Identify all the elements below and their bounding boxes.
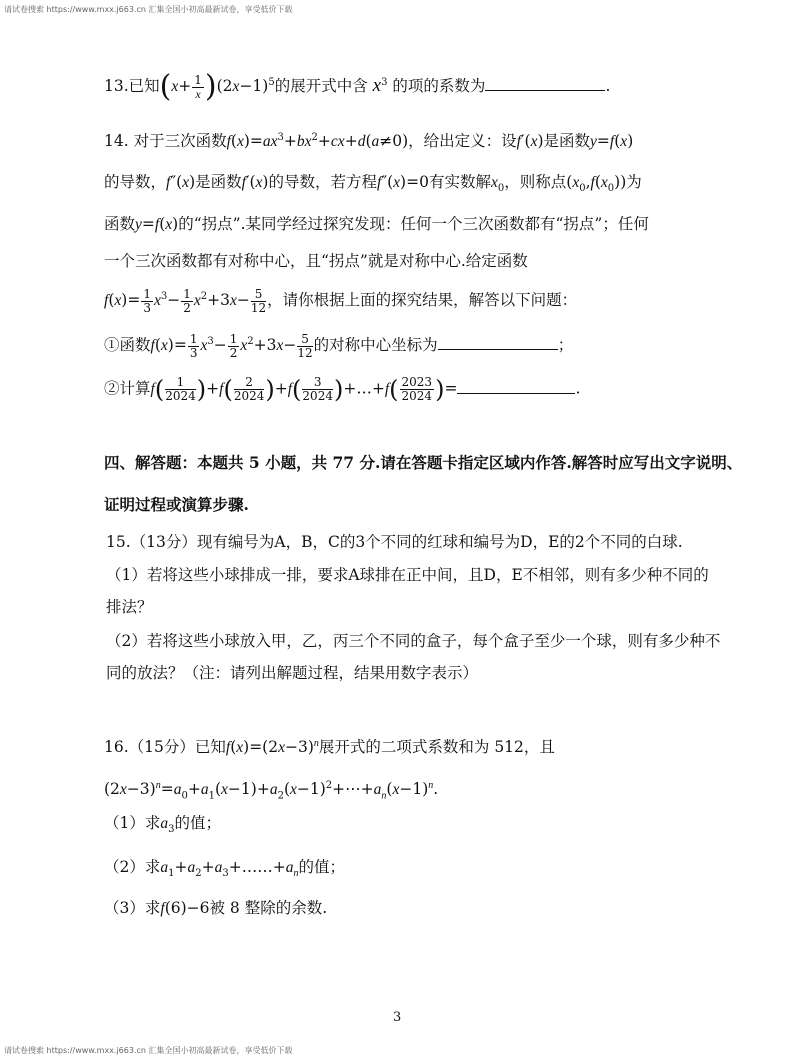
q14-text-1b: ，给出定义：设 bbox=[408, 132, 517, 151]
q15-line-4 bbox=[106, 630, 720, 652]
q14-text-1a: 14. 对于三次函数 bbox=[104, 132, 227, 151]
q14-line-4 bbox=[104, 250, 528, 272]
q15-line-1 bbox=[106, 531, 683, 553]
q16-sub3-prefix: （3）求 bbox=[104, 899, 161, 917]
q14-item1-prefix: ①函数 bbox=[104, 336, 151, 355]
q14-line-2: 的导数，f″(x)是函数f′(x)的导数，若方程f″(x)=0有实数解$x_0$，则称点$(x_0,f(x_0))$为 bbox=[104, 173, 642, 195]
q16-text-1a: 16.（15分）已知 bbox=[104, 738, 226, 757]
q13-answer-blank[interactable] bbox=[485, 78, 605, 91]
q14-text-2d: 有实数解 bbox=[428, 173, 491, 191]
q15-text-4: （2）若将这些小球放入甲，乙，丙三个不同的盒子，每个盒子至少一个球，则有多少种不 bbox=[106, 632, 721, 650]
q16-sub-2: （2）求$a_1+a_2+a_3+\dots\dots+a_n$的值； bbox=[104, 858, 345, 880]
section-4-line-2: 证明过程或演算步骤. bbox=[104, 495, 249, 514]
q13-prefix: 13.已知 bbox=[104, 77, 160, 96]
q14-text-2a: 的导数， bbox=[104, 173, 167, 191]
q14-text-2c: 的导数，若方程 bbox=[268, 173, 377, 191]
q15-text-5: 同的放法？（注：请列出解题过程，结果用数字表示） bbox=[106, 664, 479, 682]
q13-mid: 的展开式中含 bbox=[274, 77, 368, 96]
q16-sub-3: （3）求f(6)−6被 8 整除的余数. bbox=[104, 899, 328, 917]
q14-item-2: ②计算f( $\frac{1}{2024}$ )+f( $\frac{2}{2024}$ )+f( $\frac{3}{2024}$ )+…+f( $\frac{2023}{2024}$ )= . bbox=[104, 375, 581, 404]
q14-item2-answer-blank[interactable] bbox=[457, 381, 575, 394]
q14-line-5: f(x)= $\frac{1}{3}$ $x^3-$ $\frac{1}{2}$ $x^2+3x-$ $\frac{5}{12}$ ，请你根据上面的探究结果，解答以下问题： bbox=[104, 286, 578, 315]
q16-sub2-prefix: （2）求 bbox=[104, 858, 161, 876]
q16-text-1b: 展开式的二项式系数和为 512，且 bbox=[318, 738, 555, 757]
q16-sub1-end: 的值； bbox=[174, 814, 222, 832]
question-13: 13.已知(x+ $\frac{1}{x}$ )$(2x-1)^5$的展开式中含 $x^3$ 的项的系数为 . bbox=[104, 69, 611, 105]
q16-sub2-end: 的值； bbox=[298, 858, 345, 876]
page-number: 3 bbox=[393, 1010, 402, 1025]
section-4-line-1: 四、解答题：本题共 5 小题，共 77 分.请在答题卡指定区域内作答.解答时应写出文字说明、 bbox=[104, 453, 743, 472]
q13-period: . bbox=[605, 77, 611, 96]
q14-text-4: 一个三次函数都有对称中心，且“拐点”就是对称中心.给定函数 bbox=[104, 252, 528, 270]
q14-text-2e: ，则称点 bbox=[504, 173, 567, 191]
q14-item1-text: 的对称中心坐标为 bbox=[313, 336, 438, 355]
q16-line-1: 16.（15分）已知$f(x)=(2x-3)^n$展开式的二项式系数和为 512，且 bbox=[104, 738, 555, 757]
q14-text-5b: ，请你根据上面的探究结果，解答以下问题： bbox=[267, 291, 578, 310]
q14-text-3a: 函数 bbox=[104, 215, 136, 233]
q15-text-3: 排法？ bbox=[106, 598, 153, 616]
q14-text-2b: 是函数 bbox=[195, 173, 242, 191]
q14-text-3b: 的“拐点”.某同学经过探究发现：任何一个三次函数都有“拐点”；任何 bbox=[178, 215, 649, 233]
q14-text-1c: 是函数 bbox=[543, 132, 591, 151]
q13-tail: 的项的系数为 bbox=[392, 77, 486, 96]
q14-item2-prefix: ②计算 bbox=[104, 379, 151, 398]
q15-line-2 bbox=[106, 564, 709, 586]
q14-line-1: 14. 对于三次函数$f(x)=ax^3+bx^2+cx+d(a\ne 0)$，给出定义：设f′(x)是函数y=f(x) bbox=[104, 132, 634, 151]
section-4-heading-2 bbox=[104, 494, 249, 516]
q15-text-1: 15.（13分）现有编号为A，B，C的3个不同的红球和编号为D，E的2个不同的白球. bbox=[106, 533, 683, 551]
section-4-heading bbox=[104, 452, 742, 474]
q15-line-3 bbox=[106, 596, 153, 618]
watermark-top: 请试卷搜索 https://www.mxx.j663.cn 汇集全国小初高最新试卷，享受低价下载 bbox=[4, 5, 293, 14]
q14-text-2f: 为 bbox=[626, 173, 642, 191]
q16-sub-1: （1）求$a_3$的值； bbox=[104, 814, 222, 836]
q16-sub1-prefix: （1）求 bbox=[104, 814, 161, 832]
q15-text-2: （1）若将这些小球排成一排，要求A球排在正中间，且D，E不相邻，则有多少种不同的 bbox=[106, 566, 709, 584]
q14-item1-end: ； bbox=[557, 336, 574, 355]
q14-item-1: ①函数f(x)= $\frac{1}{3}$ $x^3-$ $\frac{1}{2}$ $x^2+3x-$ $\frac{5}{12}$ 的对称中心坐标为 ； bbox=[104, 331, 574, 360]
q14-item1-answer-blank[interactable] bbox=[438, 337, 558, 350]
q15-line-5 bbox=[106, 662, 478, 684]
q16-sub3-end: 被 8 整除的余数. bbox=[209, 899, 328, 917]
q14-item2-end: . bbox=[575, 379, 581, 398]
q14-line-3: 函数y=f(x)的“拐点”.某同学经过探究发现：任何一个三次函数都有“拐点”；任何 bbox=[104, 215, 649, 233]
watermark-bottom: 请试卷搜索 https://www.mxx.j663.cn 汇集全国小初高最新试卷，享受低价下载 bbox=[4, 1046, 293, 1055]
q16-line-2: $(2x-3)^n=a_0+a_1(x-1)+a_2(x-1)^2+\cdots+a_n(x-1)^n$. bbox=[104, 780, 439, 802]
